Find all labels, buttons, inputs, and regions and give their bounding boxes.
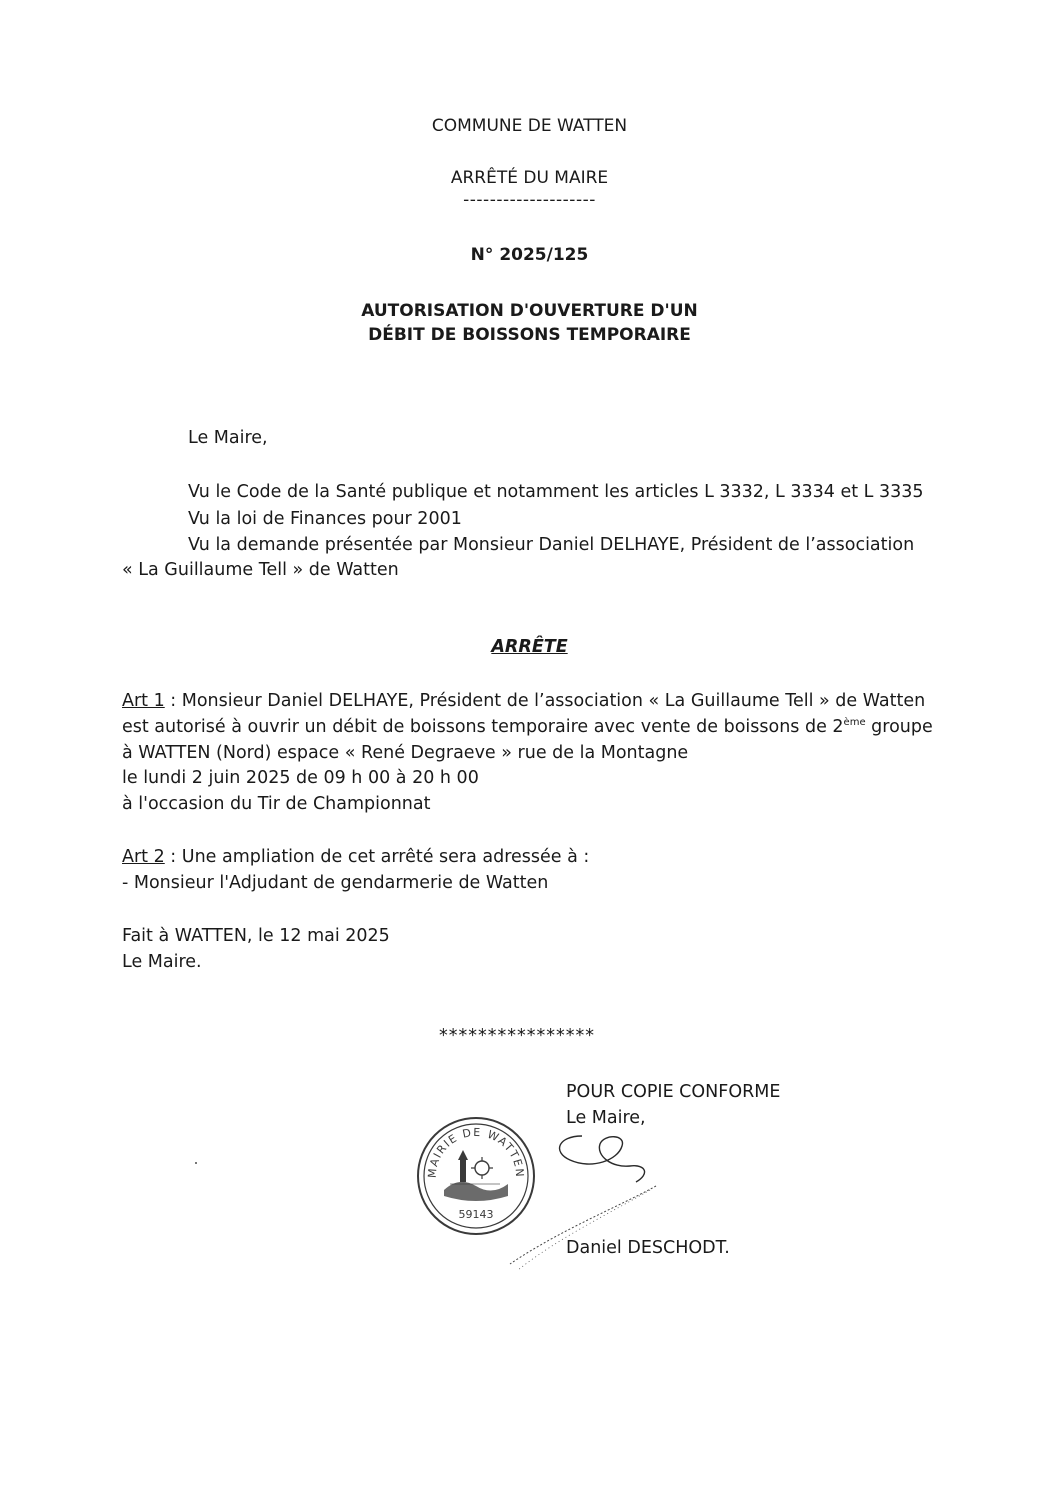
decree-title-line1: AUTORISATION D'OUVERTURE D'UN	[361, 301, 698, 321]
seal-text: MAIRIE DE WATTEN	[425, 1125, 527, 1179]
article-1-line1	[122, 691, 925, 711]
article-1-line2	[122, 717, 933, 737]
article-1-line5: à l'occasion du Tir de Championnat	[122, 794, 431, 814]
preamble-salutation: Le Maire,	[188, 428, 268, 448]
article-1-text: : Monsieur Daniel DELHAYE, Président de l’association « La Guillaume Tell » de Watten	[164, 691, 926, 711]
preamble-vu-demande-line1: Vu la demande présentée par Monsieur Daniel DELHAYE, Président de l’association	[188, 535, 915, 555]
article-2-line1	[122, 847, 589, 867]
article-1-label: Art 1	[122, 691, 165, 711]
article-2-text: : Une ampliation de cet arrêté sera adressée à :	[164, 847, 590, 867]
scan-speck	[195, 1162, 197, 1164]
article-1-line4: le lundi 2 juin 2025 de 09 h 00 à 20 h 00	[122, 768, 479, 788]
article-1-line2-end: groupe	[865, 717, 933, 737]
seal-emblem	[444, 1150, 508, 1201]
certification-mayor: Le Maire,	[566, 1108, 646, 1128]
signatory-name-text: Daniel DESCHODT.	[566, 1238, 730, 1258]
article-2-line2: - Monsieur l'Adjudant de gendarmerie de Watten	[122, 873, 549, 893]
decision-heading: ARRÊTE	[491, 637, 568, 657]
copy-conforme: POUR COPIE CONFORME	[566, 1082, 781, 1102]
article-2-label: Art 2	[122, 847, 165, 867]
stars-separator: ****************	[439, 1026, 595, 1046]
decree-title-line2: DÉBIT DE BOISSONS TEMPORAIRE	[368, 325, 691, 345]
article-1-line3: à WATTEN (Nord) espace « René Degraeve » rue de la Montagne	[122, 743, 689, 763]
seal-postcode: 59143	[458, 1208, 494, 1221]
document-type: ARRÊTÉ DU MAIRE	[450, 168, 609, 188]
header-separator: --------------------	[463, 190, 596, 210]
preamble-vu-code: Vu le Code de la Santé publique et notamment les articles L 3332, L 3334 et L 3335	[188, 482, 924, 502]
done-at: Fait à WATTEN, le 12 mai 2025	[122, 926, 390, 946]
preamble-vu-demande-line2: « La Guillaume Tell » de Watten	[122, 560, 399, 580]
closing-mayor: Le Maire.	[122, 952, 202, 972]
preamble-vu-loi: Vu la loi de Finances pour 2001	[188, 509, 462, 529]
article-1-superscript: ème	[843, 717, 866, 728]
decision-heading-wrap	[0, 637, 1059, 657]
article-1-line2-text: est autorisé à ouvrir un débit de boissons temporaire avec vente de boissons de 2	[122, 717, 844, 737]
commune-name: COMMUNE DE WATTEN	[431, 116, 628, 136]
decree-number: N° 2025/125	[470, 245, 589, 265]
handwritten-signature	[500, 1130, 680, 1290]
